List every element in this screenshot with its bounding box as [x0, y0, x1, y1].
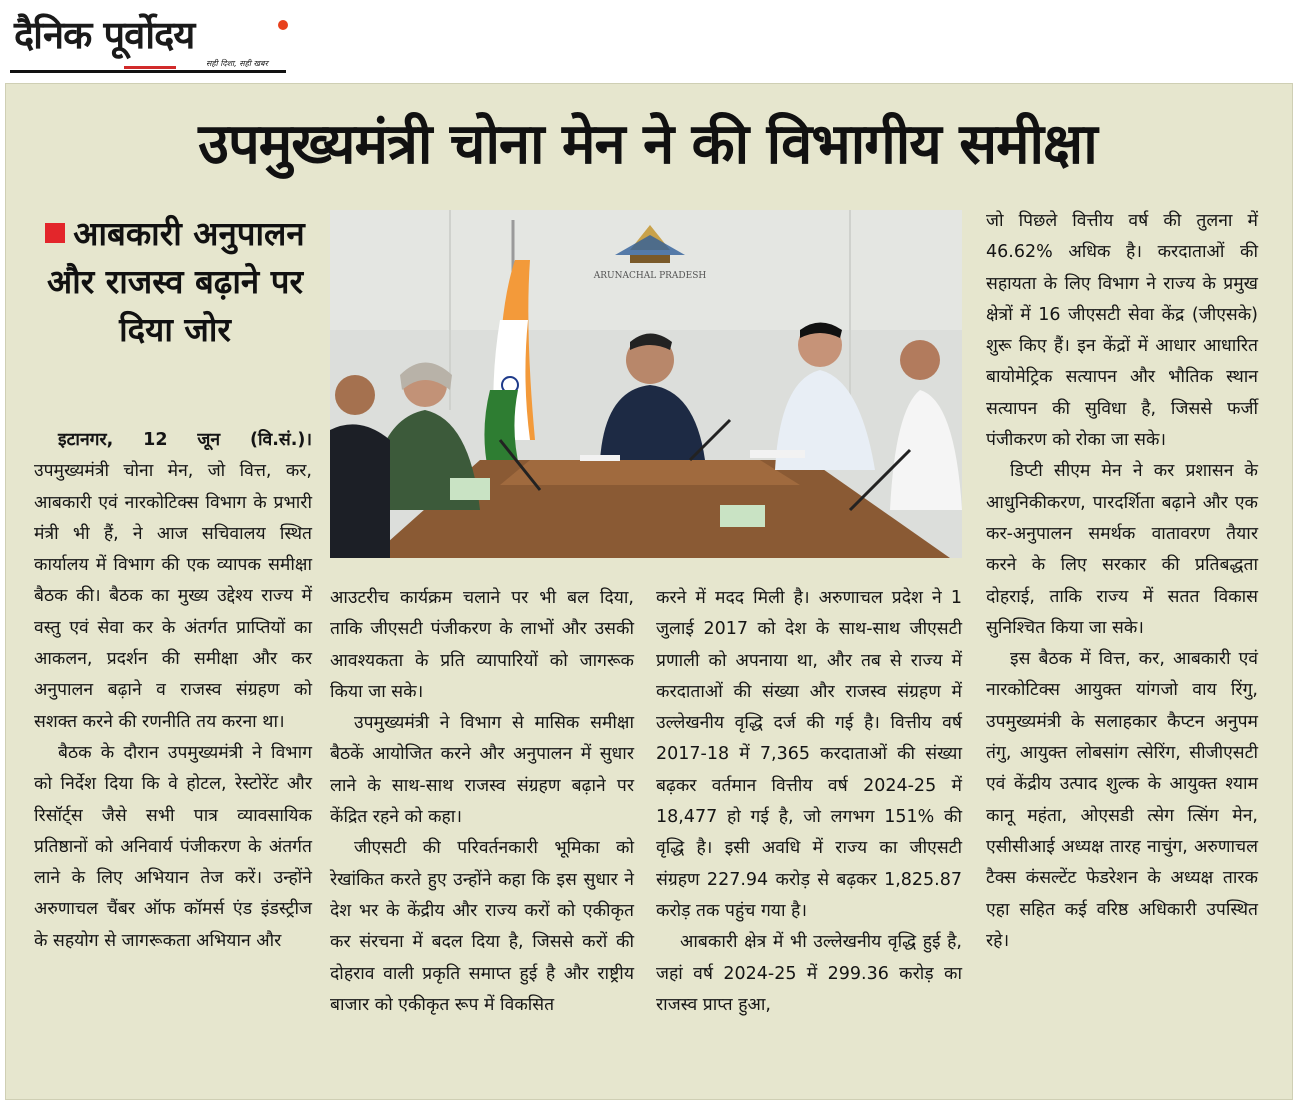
newspaper-name: दैनिक पूर्वोदय — [14, 13, 195, 57]
article-paragraph: उपमुख्यमंत्री ने विभाग से मासिक समीक्षा बैठकें आयोजित करने और अनुपालन में सुधार लाने के साथ-साथ राजस्व संग्रहण बढ़ाने पर केंद्रित रहने को कहा। — [330, 713, 634, 828]
logo-dot-icon — [278, 20, 288, 30]
newspaper-tagline: सही दिशा, सही खबर — [206, 59, 268, 68]
article-paragraph — [34, 425, 312, 738]
logo-red-bar — [124, 66, 176, 69]
article-column-4 — [986, 206, 1258, 957]
article-paragraph: करने में मदद मिली है। अरुणाचल प्रदेश ने 1 जुलाई 2017 को देश के साथ-साथ जीएसटी प्रणाली को अपनाया था, और तब से राज्य में करदाताओं की संख्या और राजस्व संग्रहण में उल्लेखनीय वृद्धि दर्ज की गई है। वित्तीय वर्ष 2017-18 में 7,365 करदाताओं की संख्या बढ़कर वर्तमान वित्तीय वर्ष 2024-25 में 18,477 हो गई है, जो लगभग 151% की वृद्धि है। इसी अवधि में राज्य का जीएसटी संग्रहण 227.94 करोड़ से बढ़कर 1,825.87 करोड़ तक पहुंच गया है। — [656, 588, 962, 921]
article-subheadline — [40, 210, 310, 354]
article-paragraph: जो पिछले वित्तीय वर्ष की तुलना में 46.62% अधिक है। करदाताओं की सहायता के लिए विभाग ने राज्य के प्रमुख क्षेत्रों में 16 जीएसटी सेवा केंद्र (जीएसके) शुरू किए हैं। इन केंद्रों में आधार आधारित बायोमेट्रिक सत्यापन और भौतिक स्थान सत्यापन की सुविधा है, जिससे फर्जी पंजीकरण को रोका जा सके। — [986, 211, 1258, 451]
subheadline-text: आबकारी अनुपालन और राजस्व बढ़ाने पर दिया जोर — [47, 214, 305, 349]
article-headline: उपमुख्यमंत्री चोना मेन ने की विभागीय समीक्षा — [198, 112, 1097, 177]
emblem-caption: ARUNACHAL PRADESH — [593, 271, 707, 281]
article-paragraph: आबकारी क्षेत्र में भी उल्लेखनीय वृद्धि हुई है, जहां वर्ष 2024-25 में 299.36 करोड़ का राजस्व प्राप्त हुआ, — [656, 932, 962, 1015]
article-column-3 — [656, 583, 962, 1021]
article-column-2 — [330, 583, 634, 1021]
article-paragraph: इस बैठक में वित्त, कर, आबकारी एवं नारकोटिक्स आयुक्त यांगजो वाय रिंगु, उपमुख्यमंत्री के सलाहकार कैप्टन अनुपम तंगु, आयुक्त लोबसांग त्सेरिंग, सीजीएसटी एवं केंद्रीय उत्पाद शुल्क के आयुक्त श्याम कानू महंता, ओएसडी त्सेग त्सिंग मेन, एसीसीआई अध्यक्ष तारह नाचुंग, अरुणाचल टैक्स कंसल्टेंट फेडरेशन के अध्यक्ष तारक एहा सहित कई वरिष्ठ अधिकारी उपस्थित रहे। — [986, 649, 1258, 951]
masthead-rule — [10, 70, 286, 73]
meeting-photo-illustration — [330, 210, 962, 558]
article-paragraph: डिप्टी सीएम मेन ने कर प्रशासन के आधुनिकीकरण, पारदर्शिता बढ़ाने और एक कर-अनुपालन समर्थक वातावरण तैयार करने के लिए सरकार की प्रतिबद्धता दोहराई, ताकि राज्य में सतत विकास सुनिश्चित किया जा सके। — [986, 461, 1258, 638]
article-paragraph: जीएसटी की परिवर्तनकारी भूमिका को रेखांकित करते हुए उन्होंने कहा कि इस सुधार ने देश भर के केंद्रीय और राज्य करों को एकीकृत कर संरचना में बदल दिया है, जिससे करों की दोहराव वाली प्रकृति समाप्त हुई है और राष्ट्रीय बाजार को एकीकृत रूप में विकसित — [330, 838, 634, 1015]
article-column-1 — [34, 425, 312, 957]
dateline: इटानगर, 12 जून (वि.सं.)। — [58, 430, 312, 450]
article-paragraph: आउटरीच कार्यक्रम चलाने पर भी बल दिया, ताकि जीएसटी पंजीकरण के लाभों और उसकी आवश्यकता के प्रति व्यापारियों को जागरूक किया जा सके। — [330, 588, 634, 702]
masthead-logo — [10, 8, 290, 74]
meeting-photo — [330, 210, 962, 558]
red-square-bullet-icon — [45, 223, 65, 243]
article-paragraph: बैठक के दौरान उपमुख्यमंत्री ने विभाग को निर्देश दिया कि वे होटल, रेस्टोरेंट और रिसॉर्ट्स जैसे सभी पात्र व्यावसायिक प्रतिष्ठानों को अनिवार्य पंजीकरण के अंतर्गत लाने के लिए अभियान तेज करें। उन्होंने अरुणाचल चैंबर ऑफ कॉमर्स एंड इंडस्ट्रीज के सहयोग से जागरूकता अभियान और — [34, 742, 312, 951]
paragraph-text: उपमुख्यमंत्री चोना मेन, जो वित्त, कर, आबकारी एवं नारकोटिक्स विभाग के प्रभारी मंत्री भी हैं, ने आज सचिवालय स्थित कार्यालय में विभाग की एक व्यापक समीक्षा बैठक की। बैठक का मुख्य उद्देश्य राज्य में वस्तु एवं सेवा कर के अंतर्गत प्राप्तियों का आकलन, प्रदर्शन की समीक्षा और कर अनुपालन बढ़ाने व राजस्व संग्रहण को सशक्त करने की रणनीति तय करना था। — [34, 461, 312, 732]
